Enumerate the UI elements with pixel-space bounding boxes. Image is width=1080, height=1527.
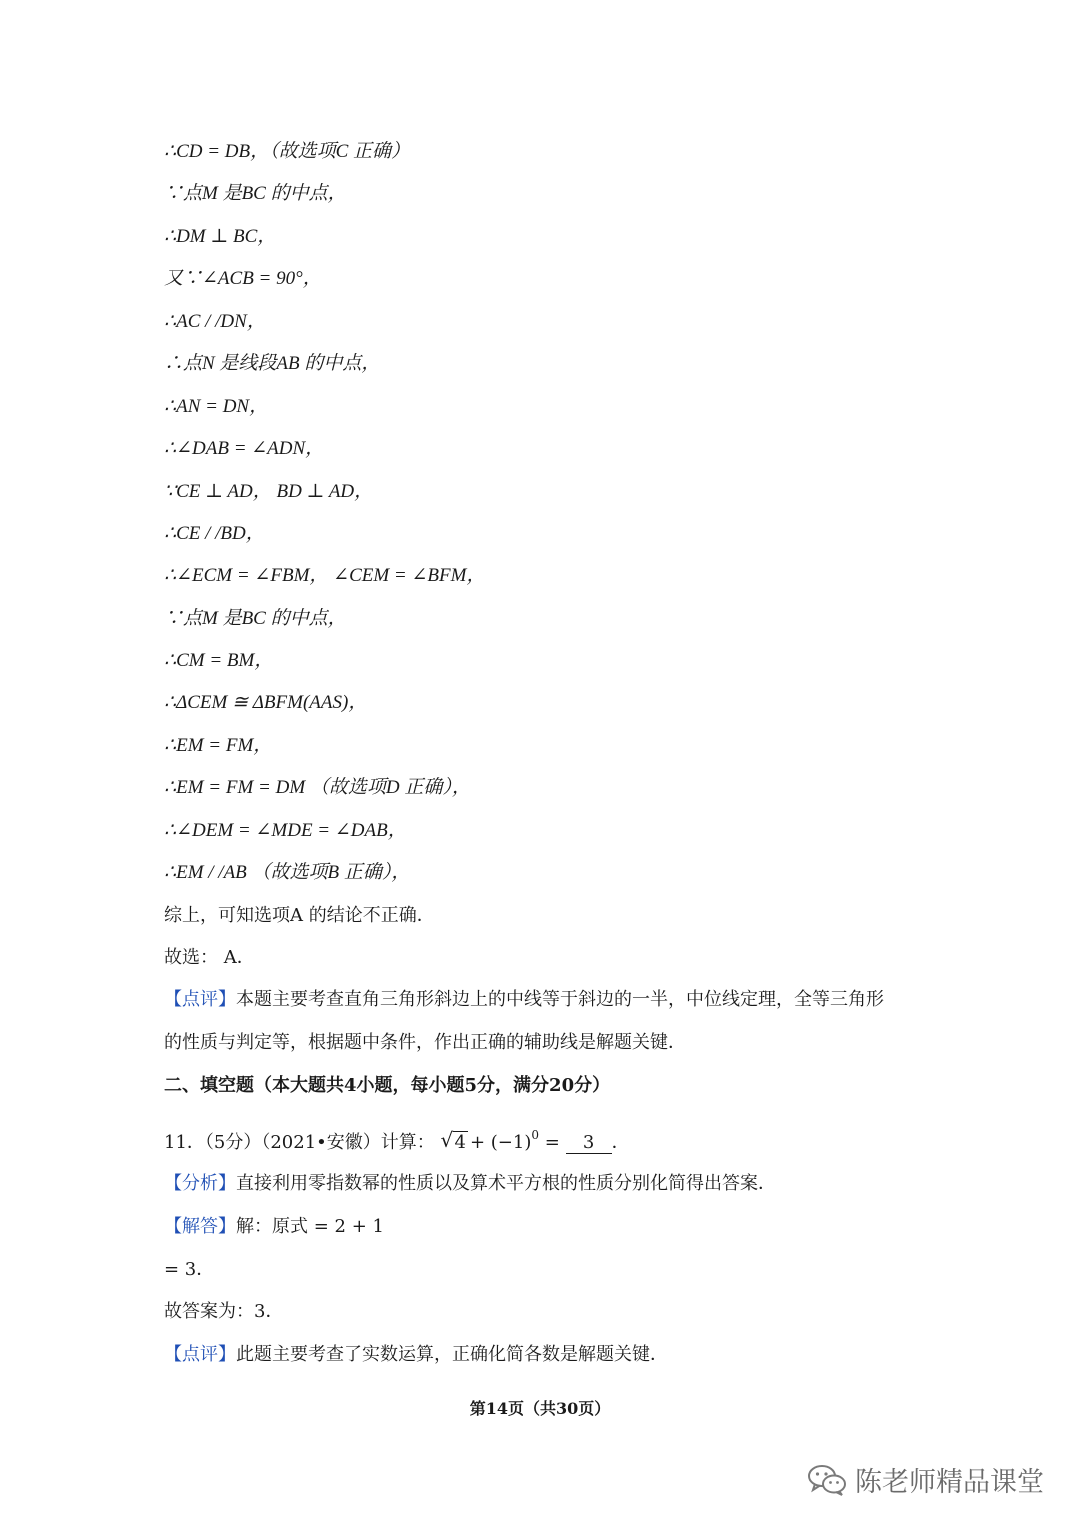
radical-sign: √ bbox=[440, 1128, 454, 1152]
proof-line: ∴AC / /DN， bbox=[164, 311, 266, 332]
analysis-tag: 【分析】 bbox=[164, 1173, 236, 1194]
proof-line: ∴∠DAB = ∠ADN， bbox=[164, 438, 325, 459]
proof-line: ∴AN = DN， bbox=[164, 396, 269, 417]
question-11 bbox=[164, 1123, 630, 1155]
section-title: 二、填空题（本大题共4小题，每小题5分，满分20分） bbox=[164, 1075, 611, 1096]
solution-line-2: = 3． bbox=[164, 1259, 215, 1280]
review-line-2: 的性质与判定等，根据题中条件，作出正确的辅助线是解题关键． bbox=[164, 1032, 686, 1053]
review-tag: 【点评】 bbox=[164, 989, 236, 1010]
proof-line: 又∵∠ACB = 90°， bbox=[164, 268, 322, 289]
proof-line: ∴EM / /AB （故选项B 正确）， bbox=[164, 862, 411, 883]
analysis-text: 直接利用零指数幂的性质以及算术平方根的性质分别化简得出答案． bbox=[236, 1173, 776, 1194]
analysis-line bbox=[164, 1172, 776, 1196]
review-line bbox=[164, 988, 884, 1012]
proof-line: ∴EM = FM， bbox=[164, 735, 273, 756]
proof-line: ∵点M 是BC 的中点， bbox=[164, 183, 347, 204]
exponent: 0 bbox=[531, 1128, 539, 1142]
review-tag: 【点评】 bbox=[164, 1344, 236, 1365]
solution-line bbox=[164, 1215, 384, 1239]
proof-line: ∴CE / /BD， bbox=[164, 523, 265, 544]
equals-sign: = bbox=[544, 1132, 560, 1153]
page-footer: 第14页（共30页） bbox=[469, 1399, 611, 1418]
watermark bbox=[807, 1460, 1044, 1499]
expression: + (−1) bbox=[469, 1132, 532, 1153]
proof-line: ∵点M 是BC 的中点， bbox=[164, 608, 347, 629]
review-text: 本题主要考查直角三角形斜边上的中线等于斜边的一半，中位线定理，全等三角形 bbox=[236, 989, 884, 1010]
question-prefix: 11．（5分）（2021•安徽）计算： bbox=[164, 1132, 435, 1153]
choice-line: 故选： A． bbox=[164, 947, 255, 968]
solution-text: 解：原式 = 2 + 1 bbox=[236, 1216, 384, 1237]
radicand: 4 bbox=[454, 1132, 466, 1153]
proof-line: ∴点N 是线段AB 的中点， bbox=[164, 353, 381, 374]
proof-line: ∴∠DEM = ∠MDE = ∠DAB， bbox=[164, 820, 407, 841]
review-text: 此题主要考查了实数运算，正确化简各数是解题关键． bbox=[236, 1344, 668, 1365]
proof-line: ∴EM = FM = DM （故选项D 正确）， bbox=[164, 777, 471, 798]
solution-line-3: 故答案为：3． bbox=[164, 1301, 284, 1322]
watermark-text: 陈老师精品课堂 bbox=[855, 1467, 1044, 1498]
proof-line: ∵CE ⊥ AD， BD ⊥ AD， bbox=[164, 481, 374, 502]
proof-line: ∴DM ⊥ BC， bbox=[164, 226, 277, 247]
conclusion-line: 综上，可知选项A 的结论不正确． bbox=[164, 905, 435, 926]
answer-blank: 3 bbox=[566, 1133, 612, 1154]
review-line-final bbox=[164, 1343, 668, 1367]
proof-line: ∴ΔCEM ≅ ΔBFM(AAS)， bbox=[164, 692, 368, 713]
wechat-icon bbox=[807, 1463, 847, 1497]
proof-line: ∴CD = DB，（故选项C 正确） bbox=[164, 141, 411, 162]
question-suffix: ． bbox=[611, 1132, 630, 1153]
proof-line: ∴∠ECM = ∠FBM， ∠CEM = ∠BFM， bbox=[164, 565, 486, 586]
solution-tag: 【解答】 bbox=[164, 1216, 236, 1237]
sqrt-expression bbox=[440, 1128, 468, 1155]
proof-line: ∴CM = BM， bbox=[164, 650, 274, 671]
